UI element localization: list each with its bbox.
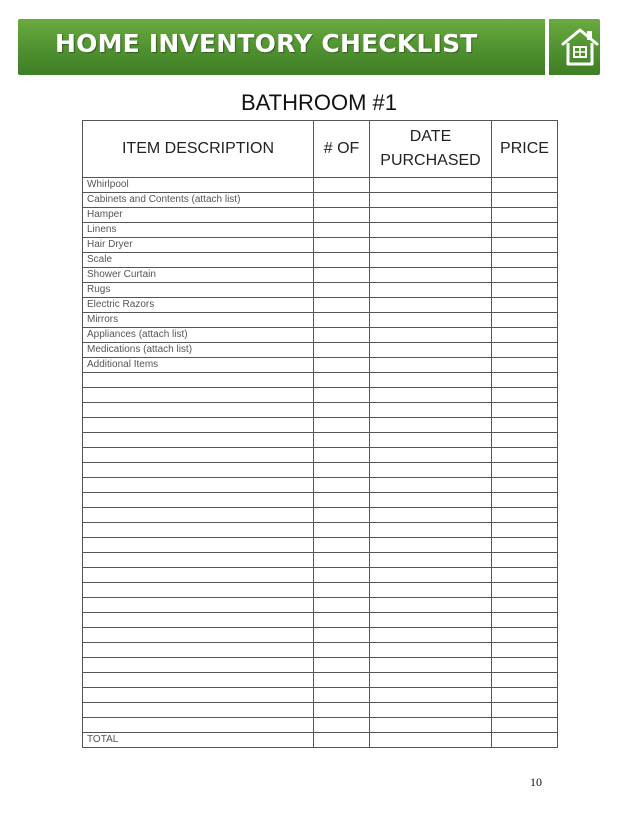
item-description-cell[interactable]: Hair Dryer	[83, 238, 314, 253]
quantity-cell[interactable]	[314, 553, 370, 568]
blank-row	[83, 583, 558, 598]
date-purchased-cell[interactable]	[370, 523, 492, 538]
item-description-cell[interactable]	[83, 613, 314, 628]
blank-row	[83, 373, 558, 388]
item-description-cell[interactable]	[83, 718, 314, 733]
item-description-cell[interactable]: Additional Items	[83, 358, 314, 373]
item-description-cell[interactable]	[83, 463, 314, 478]
price-cell[interactable]	[492, 538, 558, 553]
date-purchased-cell[interactable]	[370, 208, 492, 223]
price-cell[interactable]	[492, 193, 558, 208]
item-description-cell[interactable]	[83, 673, 314, 688]
table-row	[83, 253, 558, 268]
item-description-cell[interactable]	[83, 493, 314, 508]
price-cell[interactable]	[492, 388, 558, 403]
price-cell[interactable]	[492, 343, 558, 358]
item-description-cell[interactable]	[83, 448, 314, 463]
price-cell[interactable]	[492, 553, 558, 568]
quantity-cell[interactable]	[314, 613, 370, 628]
price-cell[interactable]	[492, 568, 558, 583]
price-cell[interactable]	[492, 688, 558, 703]
quantity-cell[interactable]	[314, 373, 370, 388]
table-row	[83, 178, 558, 193]
date-purchased-cell[interactable]	[370, 238, 492, 253]
date-purchased-cell[interactable]	[370, 658, 492, 673]
blank-row	[83, 418, 558, 433]
quantity-cell[interactable]	[314, 313, 370, 328]
quantity-cell[interactable]	[314, 358, 370, 373]
quantity-cell[interactable]	[314, 298, 370, 313]
price-cell[interactable]	[492, 463, 558, 478]
quantity-cell[interactable]	[314, 433, 370, 448]
item-description-cell[interactable]	[83, 538, 314, 553]
date-purchased-cell[interactable]	[370, 493, 492, 508]
price-cell[interactable]	[492, 433, 558, 448]
price-cell[interactable]	[492, 643, 558, 658]
price-cell[interactable]	[492, 718, 558, 733]
table-row	[83, 313, 558, 328]
price-cell[interactable]	[492, 268, 558, 283]
item-description-cell[interactable]	[83, 643, 314, 658]
blank-row	[83, 403, 558, 418]
item-description-cell[interactable]	[83, 583, 314, 598]
price-cell[interactable]	[492, 253, 558, 268]
item-description-cell[interactable]: Hamper	[83, 208, 314, 223]
quantity-cell[interactable]	[314, 703, 370, 718]
table-row	[83, 193, 558, 208]
date-purchased-cell[interactable]	[370, 538, 492, 553]
quantity-cell[interactable]	[314, 718, 370, 733]
table-row	[83, 298, 558, 313]
blank-row	[83, 508, 558, 523]
item-description-cell[interactable]: Shower Curtain	[83, 268, 314, 283]
quantity-cell[interactable]	[314, 268, 370, 283]
table-row	[83, 283, 558, 298]
date-purchased-cell[interactable]	[370, 703, 492, 718]
price-cell[interactable]	[492, 238, 558, 253]
quantity-cell[interactable]	[314, 538, 370, 553]
banner-divider	[545, 19, 549, 75]
column-header-price: PRICE	[492, 121, 558, 178]
item-description-cell[interactable]	[83, 388, 314, 403]
item-description-cell[interactable]	[83, 508, 314, 523]
quantity-cell[interactable]	[314, 418, 370, 433]
quantity-cell[interactable]	[314, 328, 370, 343]
quantity-cell[interactable]	[314, 238, 370, 253]
item-description-cell[interactable]: Rugs	[83, 283, 314, 298]
date-purchased-cell[interactable]	[370, 178, 492, 193]
price-cell[interactable]	[492, 223, 558, 238]
date-purchased-cell[interactable]	[370, 463, 492, 478]
table-row	[83, 358, 558, 373]
quantity-cell[interactable]	[314, 493, 370, 508]
price-cell[interactable]	[492, 733, 558, 748]
date-purchased-cell[interactable]	[370, 193, 492, 208]
quantity-cell[interactable]	[314, 283, 370, 298]
date-purchased-cell[interactable]	[370, 718, 492, 733]
table-row	[83, 223, 558, 238]
item-description-cell[interactable]	[83, 373, 314, 388]
blank-row	[83, 478, 558, 493]
item-description-cell[interactable]	[83, 703, 314, 718]
quantity-cell[interactable]	[314, 598, 370, 613]
quantity-cell[interactable]	[314, 478, 370, 493]
date-purchased-cell[interactable]	[370, 223, 492, 238]
blank-row	[83, 643, 558, 658]
quantity-cell[interactable]	[314, 208, 370, 223]
price-cell[interactable]	[492, 478, 558, 493]
blank-row	[83, 673, 558, 688]
price-cell[interactable]	[492, 703, 558, 718]
blank-row	[83, 568, 558, 583]
quantity-cell[interactable]	[314, 193, 370, 208]
item-description-cell[interactable]	[83, 628, 314, 643]
price-cell[interactable]	[492, 418, 558, 433]
total-row	[83, 733, 558, 748]
table-row	[83, 238, 558, 253]
date-purchased-cell[interactable]	[370, 568, 492, 583]
item-description-cell[interactable]	[83, 568, 314, 583]
table-row	[83, 343, 558, 358]
date-purchased-cell[interactable]	[370, 418, 492, 433]
date-purchased-cell[interactable]	[370, 328, 492, 343]
date-purchased-cell[interactable]	[370, 388, 492, 403]
page-number: 10	[530, 775, 542, 789]
date-purchased-cell[interactable]	[370, 358, 492, 373]
price-cell[interactable]	[492, 493, 558, 508]
blank-row	[83, 628, 558, 643]
blank-row	[83, 463, 558, 478]
table-row	[83, 208, 558, 223]
column-header-date-purchased	[370, 121, 492, 178]
quantity-cell[interactable]	[314, 673, 370, 688]
price-cell[interactable]	[492, 313, 558, 328]
blank-row	[83, 388, 558, 403]
price-cell[interactable]	[492, 178, 558, 193]
item-description-cell[interactable]: Medications (attach list)	[83, 343, 314, 358]
date-purchased-cell[interactable]	[370, 598, 492, 613]
date-purchased-cell[interactable]	[370, 673, 492, 688]
quantity-cell[interactable]	[314, 448, 370, 463]
date-purchased-cell[interactable]	[370, 448, 492, 463]
price-cell[interactable]	[492, 283, 558, 298]
date-purchased-cell[interactable]	[370, 283, 492, 298]
quantity-cell[interactable]	[314, 403, 370, 418]
document-title: HOME INVENTORY CHECKLIST	[55, 29, 478, 58]
item-description-cell[interactable]	[83, 598, 314, 613]
table-row	[83, 268, 558, 283]
date-purchased-cell[interactable]	[370, 508, 492, 523]
price-cell[interactable]	[492, 298, 558, 313]
date-purchased-cell[interactable]	[370, 433, 492, 448]
blank-row	[83, 538, 558, 553]
item-description-cell[interactable]: Appliances (attach list)	[83, 328, 314, 343]
price-cell[interactable]	[492, 328, 558, 343]
quantity-cell[interactable]	[314, 523, 370, 538]
header-row	[83, 121, 558, 178]
quantity-cell[interactable]	[314, 463, 370, 478]
column-header-count: # OF	[314, 121, 370, 178]
quantity-cell[interactable]	[314, 568, 370, 583]
date-purchased-cell[interactable]	[370, 613, 492, 628]
date-purchased-cell[interactable]	[370, 583, 492, 598]
quantity-cell[interactable]	[314, 583, 370, 598]
house-icon	[555, 22, 605, 72]
item-description-cell[interactable]	[83, 403, 314, 418]
price-cell[interactable]	[492, 448, 558, 463]
date-purchased-cell[interactable]	[370, 688, 492, 703]
item-description-cell[interactable]	[83, 658, 314, 673]
price-cell[interactable]	[492, 373, 558, 388]
blank-row	[83, 718, 558, 733]
price-cell[interactable]	[492, 508, 558, 523]
item-description-cell[interactable]	[83, 433, 314, 448]
quantity-cell[interactable]	[314, 178, 370, 193]
blank-row	[83, 613, 558, 628]
quantity-cell[interactable]	[314, 508, 370, 523]
blank-row	[83, 493, 558, 508]
blank-row	[83, 553, 558, 568]
date-purchased-cell[interactable]	[370, 643, 492, 658]
quantity-cell[interactable]	[314, 688, 370, 703]
blank-row	[83, 703, 558, 718]
price-cell[interactable]	[492, 583, 558, 598]
price-cell[interactable]	[492, 628, 558, 643]
blank-row	[83, 523, 558, 538]
price-cell[interactable]	[492, 523, 558, 538]
inventory-table	[82, 120, 558, 748]
blank-row	[83, 658, 558, 673]
section-title: BATHROOM #1	[240, 90, 398, 115]
quantity-cell[interactable]	[314, 643, 370, 658]
date-purchased-cell[interactable]	[370, 628, 492, 643]
item-description-cell[interactable]: Cabinets and Contents (attach list)	[83, 193, 314, 208]
quantity-cell[interactable]	[314, 388, 370, 403]
blank-row	[83, 598, 558, 613]
item-description-cell[interactable]: Mirrors	[83, 313, 314, 328]
column-header-date-line1: DATE	[409, 128, 452, 145]
date-purchased-cell[interactable]	[370, 403, 492, 418]
column-header-description: ITEM DESCRIPTION	[83, 121, 314, 178]
item-description-cell[interactable]	[83, 553, 314, 568]
item-description-cell[interactable]	[83, 418, 314, 433]
blank-row	[83, 688, 558, 703]
item-description-cell[interactable]: Linens	[83, 223, 314, 238]
item-description-cell[interactable]: TOTAL	[83, 733, 314, 748]
column-header-date-line2: PURCHASED	[380, 152, 481, 169]
price-cell[interactable]	[492, 403, 558, 418]
date-purchased-cell[interactable]	[370, 373, 492, 388]
price-cell[interactable]	[492, 208, 558, 223]
price-cell[interactable]	[492, 613, 558, 628]
item-description-cell[interactable]	[83, 523, 314, 538]
date-purchased-cell[interactable]	[370, 268, 492, 283]
date-purchased-cell[interactable]	[370, 478, 492, 493]
quantity-cell[interactable]	[314, 253, 370, 268]
table-row	[83, 328, 558, 343]
item-description-cell[interactable]: Scale	[83, 253, 314, 268]
item-description-cell[interactable]: Electric Razors	[83, 298, 314, 313]
price-cell[interactable]	[492, 658, 558, 673]
blank-row	[83, 448, 558, 463]
date-purchased-cell[interactable]	[370, 253, 492, 268]
date-purchased-cell[interactable]	[370, 298, 492, 313]
quantity-cell[interactable]	[314, 223, 370, 238]
price-cell[interactable]	[492, 358, 558, 373]
item-description-cell[interactable]	[83, 688, 314, 703]
quantity-cell[interactable]	[314, 658, 370, 673]
price-cell[interactable]	[492, 673, 558, 688]
quantity-cell[interactable]	[314, 343, 370, 358]
blank-row	[83, 433, 558, 448]
date-purchased-cell[interactable]	[370, 733, 492, 748]
item-description-cell[interactable]: Whirlpool	[83, 178, 314, 193]
quantity-cell[interactable]	[314, 628, 370, 643]
date-purchased-cell[interactable]	[370, 553, 492, 568]
quantity-cell[interactable]	[314, 733, 370, 748]
price-cell[interactable]	[492, 598, 558, 613]
date-purchased-cell[interactable]	[370, 343, 492, 358]
inventory-body	[83, 178, 558, 748]
date-purchased-cell[interactable]	[370, 313, 492, 328]
item-description-cell[interactable]	[83, 478, 314, 493]
